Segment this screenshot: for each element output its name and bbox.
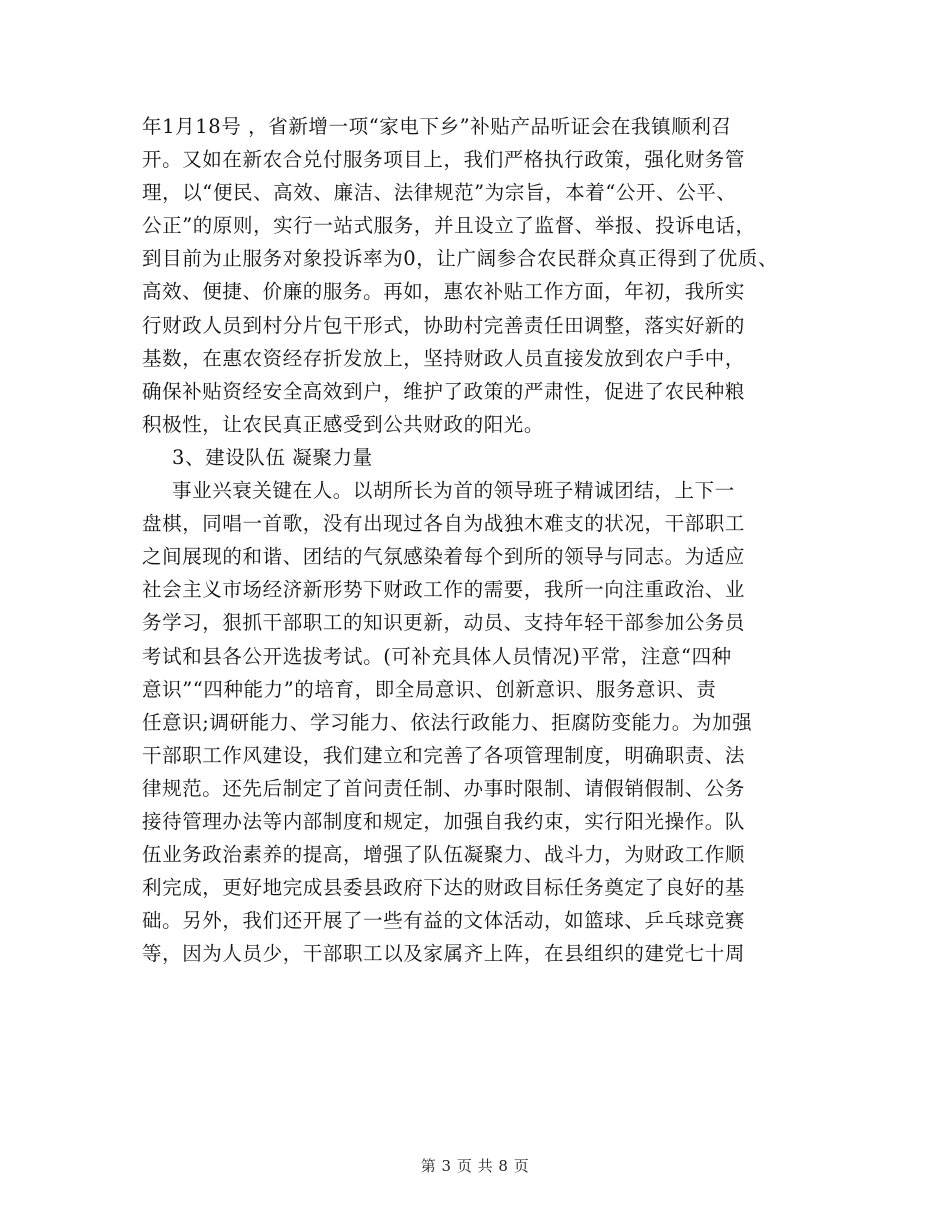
paragraph-line: 行财政人员到村分片包干形式，协助村完善责任田调整，落实好新的	[142, 313, 746, 337]
paragraph-line: 务学习，狠抓干部职工的知识更新，动员、支持年轻干部参加公务员	[142, 611, 746, 635]
paragraph-line: 积极性，让农民真正感受到公共财政的阳光。	[142, 412, 545, 436]
paragraph-line: 之间展现的和谐、团结的气氛感染着每个到所的领导与同志。为适应	[142, 545, 746, 569]
paragraph-line: 意识”“四种能力”的培育，即全局意识、创新意识、服务意识、责	[142, 677, 717, 701]
paragraph-line: 等，因为人员少，干部职工以及家属齐上阵，在县组织的建党七十周	[142, 942, 746, 966]
paragraph-line: 干部职工作风建设，我们建立和完善了各项管理制度，明确职责、法	[142, 743, 746, 767]
paragraph-line: 础。另外，我们还开展了一些有益的文体活动，如篮球、乒乓球竞赛	[142, 909, 746, 933]
page-number-footer: 第 3 页 共 8 页	[420, 1157, 530, 1175]
paragraph-line: 高效、便捷、价廉的服务。再如，惠农补贴工作方面，年初，我所实	[142, 280, 746, 304]
paragraph-line: 开。又如在新农合兑付服务项目上，我们严格执行政策，强化财务管	[142, 148, 746, 172]
paragraph-line: 社会主义市场经济新形势下财政工作的需要，我所一向注重政治、业	[142, 578, 746, 602]
paragraph-line: 盘棋，同唱一首歌，没有出现过各自为战独木难支的状况，干部职工	[142, 512, 746, 536]
paragraph-line: 年1月18号 ，省新增一项“家电下乡”补贴产品听证会在我镇顺利召	[142, 115, 732, 138]
paragraph-line: 接待管理办法等内部制度和规定，加强自我约束，实行阳光操作。队	[142, 809, 746, 833]
paragraph-line: 任意识;调研能力、学习能力、依法行政能力、拒腐防变能力。为加强	[142, 710, 753, 734]
paragraph-line: 理，以“便民、高效、廉洁、法律规范”为宗旨，本着“公开、公平、	[142, 181, 737, 205]
paragraph-line: 到目前为止服务对象投诉率为0，让广阔参合农民群众真正得到了优质、	[142, 247, 779, 271]
paragraph-line: 基数，在惠农资经存折发放上，坚持财政人员直接发放到农户手中，	[142, 346, 746, 370]
paragraph-line: 律规范。还先后制定了首问责任制、办事时限制、请假销假制、公务	[142, 776, 746, 800]
paragraph-line: 确保补贴资经安全高效到户，维护了政策的严肃性，促进了农民种粮	[142, 379, 746, 403]
section-heading: 3、建设队伍 凝聚力量	[172, 445, 373, 469]
paragraph-line: 伍业务政治素养的提高，增强了队伍凝聚力、战斗力，为财政工作顺	[142, 843, 746, 867]
paragraph-line: 利完成，更好地完成县委县政府下达的财政目标任务奠定了良好的基	[142, 876, 746, 900]
paragraph-line: 考试和县各公开选拔考试。(可补充具体人员情况)平常，注意“四种	[142, 644, 732, 668]
paragraph-line: 事业兴衰关键在人。以胡所长为首的领导班子精诚团结，上下一	[172, 479, 735, 503]
document-body	[142, 110, 842, 970]
paragraph-line: 公正”的原则，实行一站式服务，并且设立了监督、举报、投诉电话，	[142, 214, 756, 238]
